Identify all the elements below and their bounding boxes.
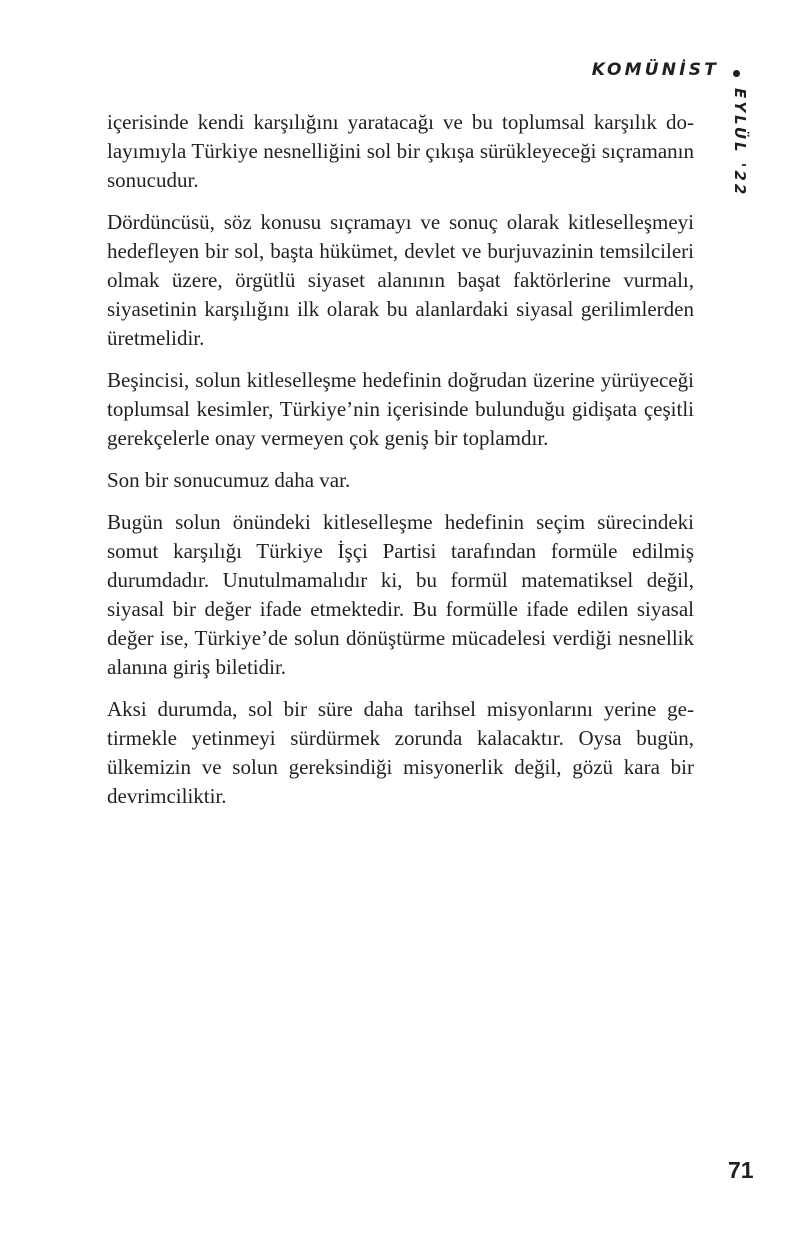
paragraph: Bugün solun önündeki kitleselleşme hedefinin seçim sürecindeki somut karşılığı Türkiye İşçi Partisi tarafından formüle edilmiş durumdadır. Unutulmamalıdır ki, bu formül matematiksel değil, siyasal bir değer ifade etmektedir. Bu formülle ifade edilen siyasal değer ise, Türkiye’de solun dönüştürme mücadelesi verdiği nesnellik alanına giriş biletidir. <box>107 510 694 679</box>
paragraph: içerisinde kendi karşılığını yaratacağı ve bu toplumsal karşılık dolayımıyla Türkiye nesnelliğini sol bir çıkışa sürükleyeceği sıçramanın sonucudur. <box>107 110 694 192</box>
page-number: 71 <box>728 1157 754 1183</box>
article-body <box>107 108 694 824</box>
bullet-separator-icon <box>733 70 740 77</box>
paragraph: Dördüncüsü, söz konusu sıçramayı ve sonuç olarak kitleselleşmeyi hedefleyen bir sol, başta hükümet, devlet ve burjuvazinin temsilcileri olmak üzere, örgütlü siyaset alanının başat faktörlerine vurmalı, siyasetinin karşılığını ilk olarak bu alanlardaki siyasal gerilimlerden üretmelidir. <box>107 210 694 350</box>
running-header-title: KOMÜNİST <box>591 60 719 80</box>
paragraph: Aksi durumda, sol bir süre daha tarihsel misyonlarını yerine getirmekle yetinmeyi sürdürmek zorunda kalacaktır. Oysa bugün, ülkemizin ve solun gereksindiği misyonerlik değil, gözü kara bir devrimciliktir. <box>107 697 694 808</box>
paragraph: Son bir sonucumuz daha var. <box>107 468 351 492</box>
running-header-issue: EYLÜL '22 <box>731 88 749 198</box>
paragraph: Beşincisi, solun kitleselleşme hedefinin doğrudan üzerine yürüyeceği toplumsal kesimler, Türkiye’nin içerisinde bulunduğu gidişata çeşitli gerekçelerle onay vermeyen çok geniş bir toplamdır. <box>107 368 694 450</box>
